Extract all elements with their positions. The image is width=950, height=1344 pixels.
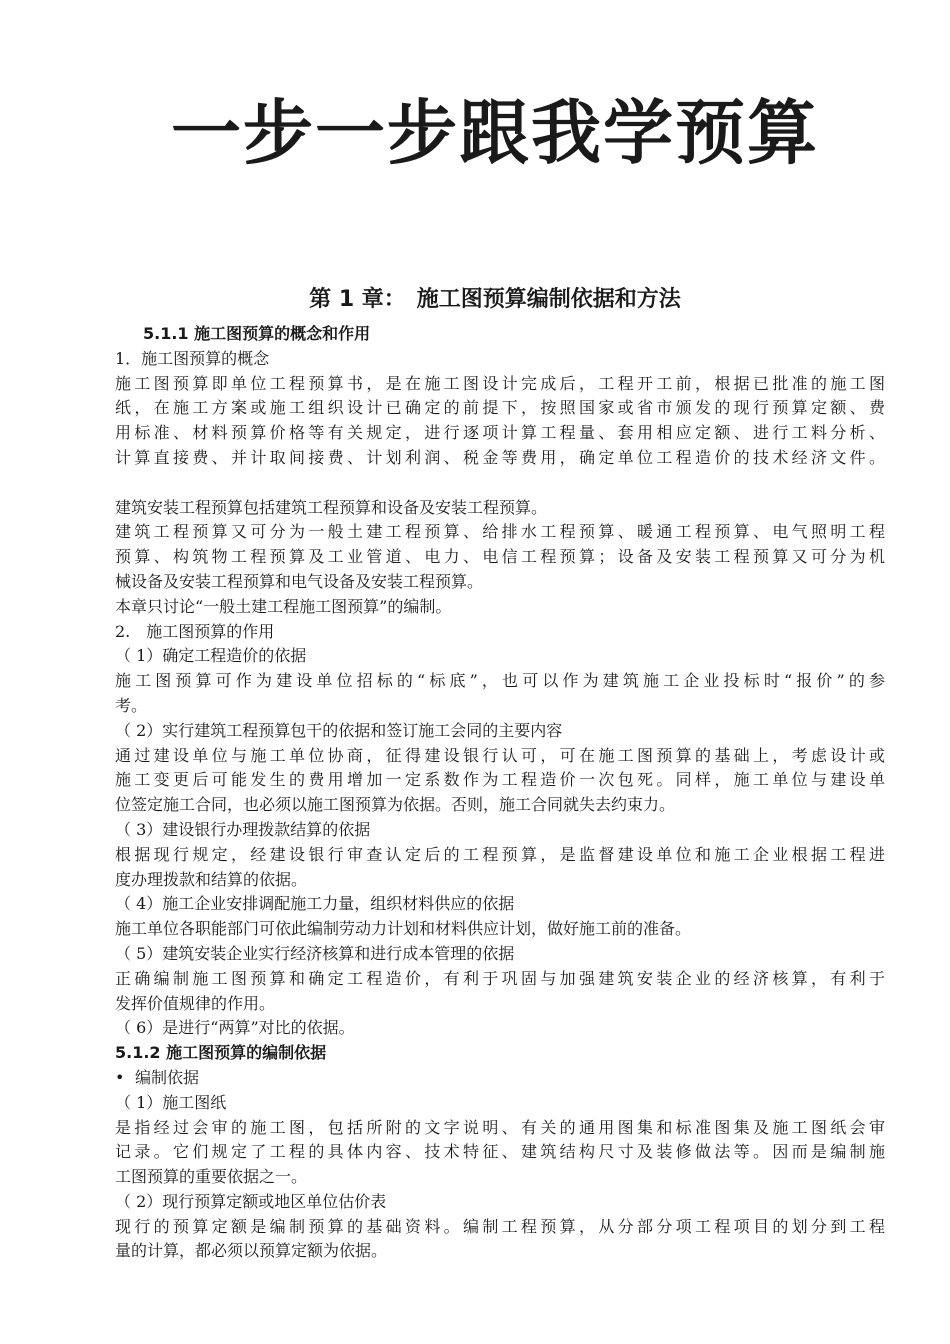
paragraph-line: 施工图预算可作为建设单位招标的“标底”，也可以作为建筑施工企业投标时“报价”的参	[115, 671, 885, 691]
subitem-heading-4: （ 4）施工企业安排调配施工力量，组织材料供应的依据	[115, 894, 515, 914]
subitem-heading-3: （ 3）建设银行办理拨款结算的依据	[115, 819, 371, 839]
paragraph-line: 发挥价值规律的作用。	[115, 993, 276, 1013]
paragraph-line: 度办理拨款和结算的依据。	[115, 869, 308, 889]
bullet-icon: •	[115, 1067, 125, 1087]
paragraph-definition	[115, 372, 885, 471]
paragraph-scope: 建筑安装工程预算包括建筑工程预算和设备及安装工程预算。	[115, 497, 548, 517]
paragraph-line: 用标准、材料预算价格等有关规定，进行逐项计算工程量、套用相应定额、进行工料分析、	[115, 423, 885, 443]
paragraph-line: 现行的预算定额是编制预算的基础资料。编制工程预算，从分部分项工程项目的划分到工程	[115, 1216, 885, 1236]
subitem-heading-2: （ 2）实行建筑工程预算包干的依据和签订施工会同的主要内容	[115, 720, 563, 740]
bullet-item	[115, 1066, 885, 1091]
paragraph-classification	[115, 520, 885, 594]
subitem-heading-b1: （ 1）施工图纸	[115, 1092, 227, 1112]
paragraph-line: 计算直接费、并计取间接费、计划利润、税金等费用，确定单位工程造价的技术经济文件。	[115, 447, 885, 467]
paragraph-line: 根据现行规定，经建设银行审查认定后的工程预算，是监督建设单位和施工企业根据工程进	[115, 844, 885, 864]
paragraph-line: 工图预算的重要依据之一。	[115, 1167, 308, 1187]
chapter-title: 第 1 章： 施工图预算编制依据和方法	[309, 287, 681, 312]
section-heading-5-1-1: 5.1.1 施工图预算的概念和作用	[143, 324, 371, 343]
subitem-heading-1: （ 1）确定工程造价的依据	[115, 646, 307, 666]
paragraph-line: 量的计算，都必须以预算定额为依据。	[115, 1241, 388, 1261]
paragraph-line: 记录。它们规定了工程的具体内容、技术特征、建筑结构尺寸及装修做法等。因而是编制施	[115, 1142, 885, 1162]
blank-line	[115, 471, 885, 496]
item-heading-2: 2. 施工图预算的作用	[115, 621, 275, 641]
paragraph-line: 位签定施工合同，也必须以施工图预算为依据。否则，施工合同就失去约束力。	[115, 795, 676, 815]
paragraph-line: 考。	[115, 695, 148, 715]
paragraph-line: 纸，在施工方案或施工组织设计已确定的前提下，按照国家或省市颁发的现行预算定额、费	[115, 398, 885, 418]
subitem-heading-6: （ 6）是进行“两算”对比的依据。	[115, 1018, 355, 1038]
paragraph-chapter-scope: 本章只讨论“一般土建工程施工图预算”的编制。	[115, 596, 452, 616]
document-body	[115, 322, 885, 1264]
paragraph-line: 预算、构筑物工程预算及工业管道、电力、电信工程预算；设备及安装工程预算又可分为机	[115, 547, 885, 567]
subitem-heading-5: （ 5）建筑安装企业实行经济核算和进行成本管理的依据	[115, 943, 515, 963]
item-heading-1: 1．施工图预算的概念	[115, 348, 270, 368]
paragraph-line: 施工单位各职能部门可依此编制劳动力计划和材料供应计划，做好施工前的准备。	[115, 919, 692, 939]
paragraph-line: 建筑工程预算又可分为一般土建工程预算、给排水工程预算、暖通工程预算、电气照明工程	[115, 522, 885, 542]
subitem-heading-b2: （ 2）现行预算定额或地区单位估价表	[115, 1191, 387, 1211]
paragraph-line: 通过建设单位与施工单位协商，征得建设银行认可，可在施工图预算的基础上，考虑设计或	[115, 745, 885, 765]
paragraph-line: 是指经过会审的施工图，包括所附的文字说明、有关的通用图集和标准图集及施工图纸会审	[115, 1117, 885, 1137]
bullet-text: 编制依据	[135, 1067, 200, 1087]
paragraph-line: 正确编制施工图预算和确定工程造价，有利于巩固与加强建筑安装企业的经济核算，有利于	[115, 968, 885, 988]
paragraph-line: 施工图预算即单位工程预算书，是在施工图设计完成后，工程开工前，根据已批准的施工图	[115, 373, 885, 393]
section-heading-5-1-2: 5.1.2 施工图预算的编制依据	[115, 1043, 327, 1063]
main-title: 一步一步跟我学预算	[171, 92, 819, 174]
paragraph-line: 施工变更后可能发生的费用增加一定系数作为工程造价一次包死。同样，施工单位与建设单	[115, 770, 885, 790]
paragraph-line: 械设备及安装工程预算和电气设备及安装工程预算。	[115, 571, 484, 591]
